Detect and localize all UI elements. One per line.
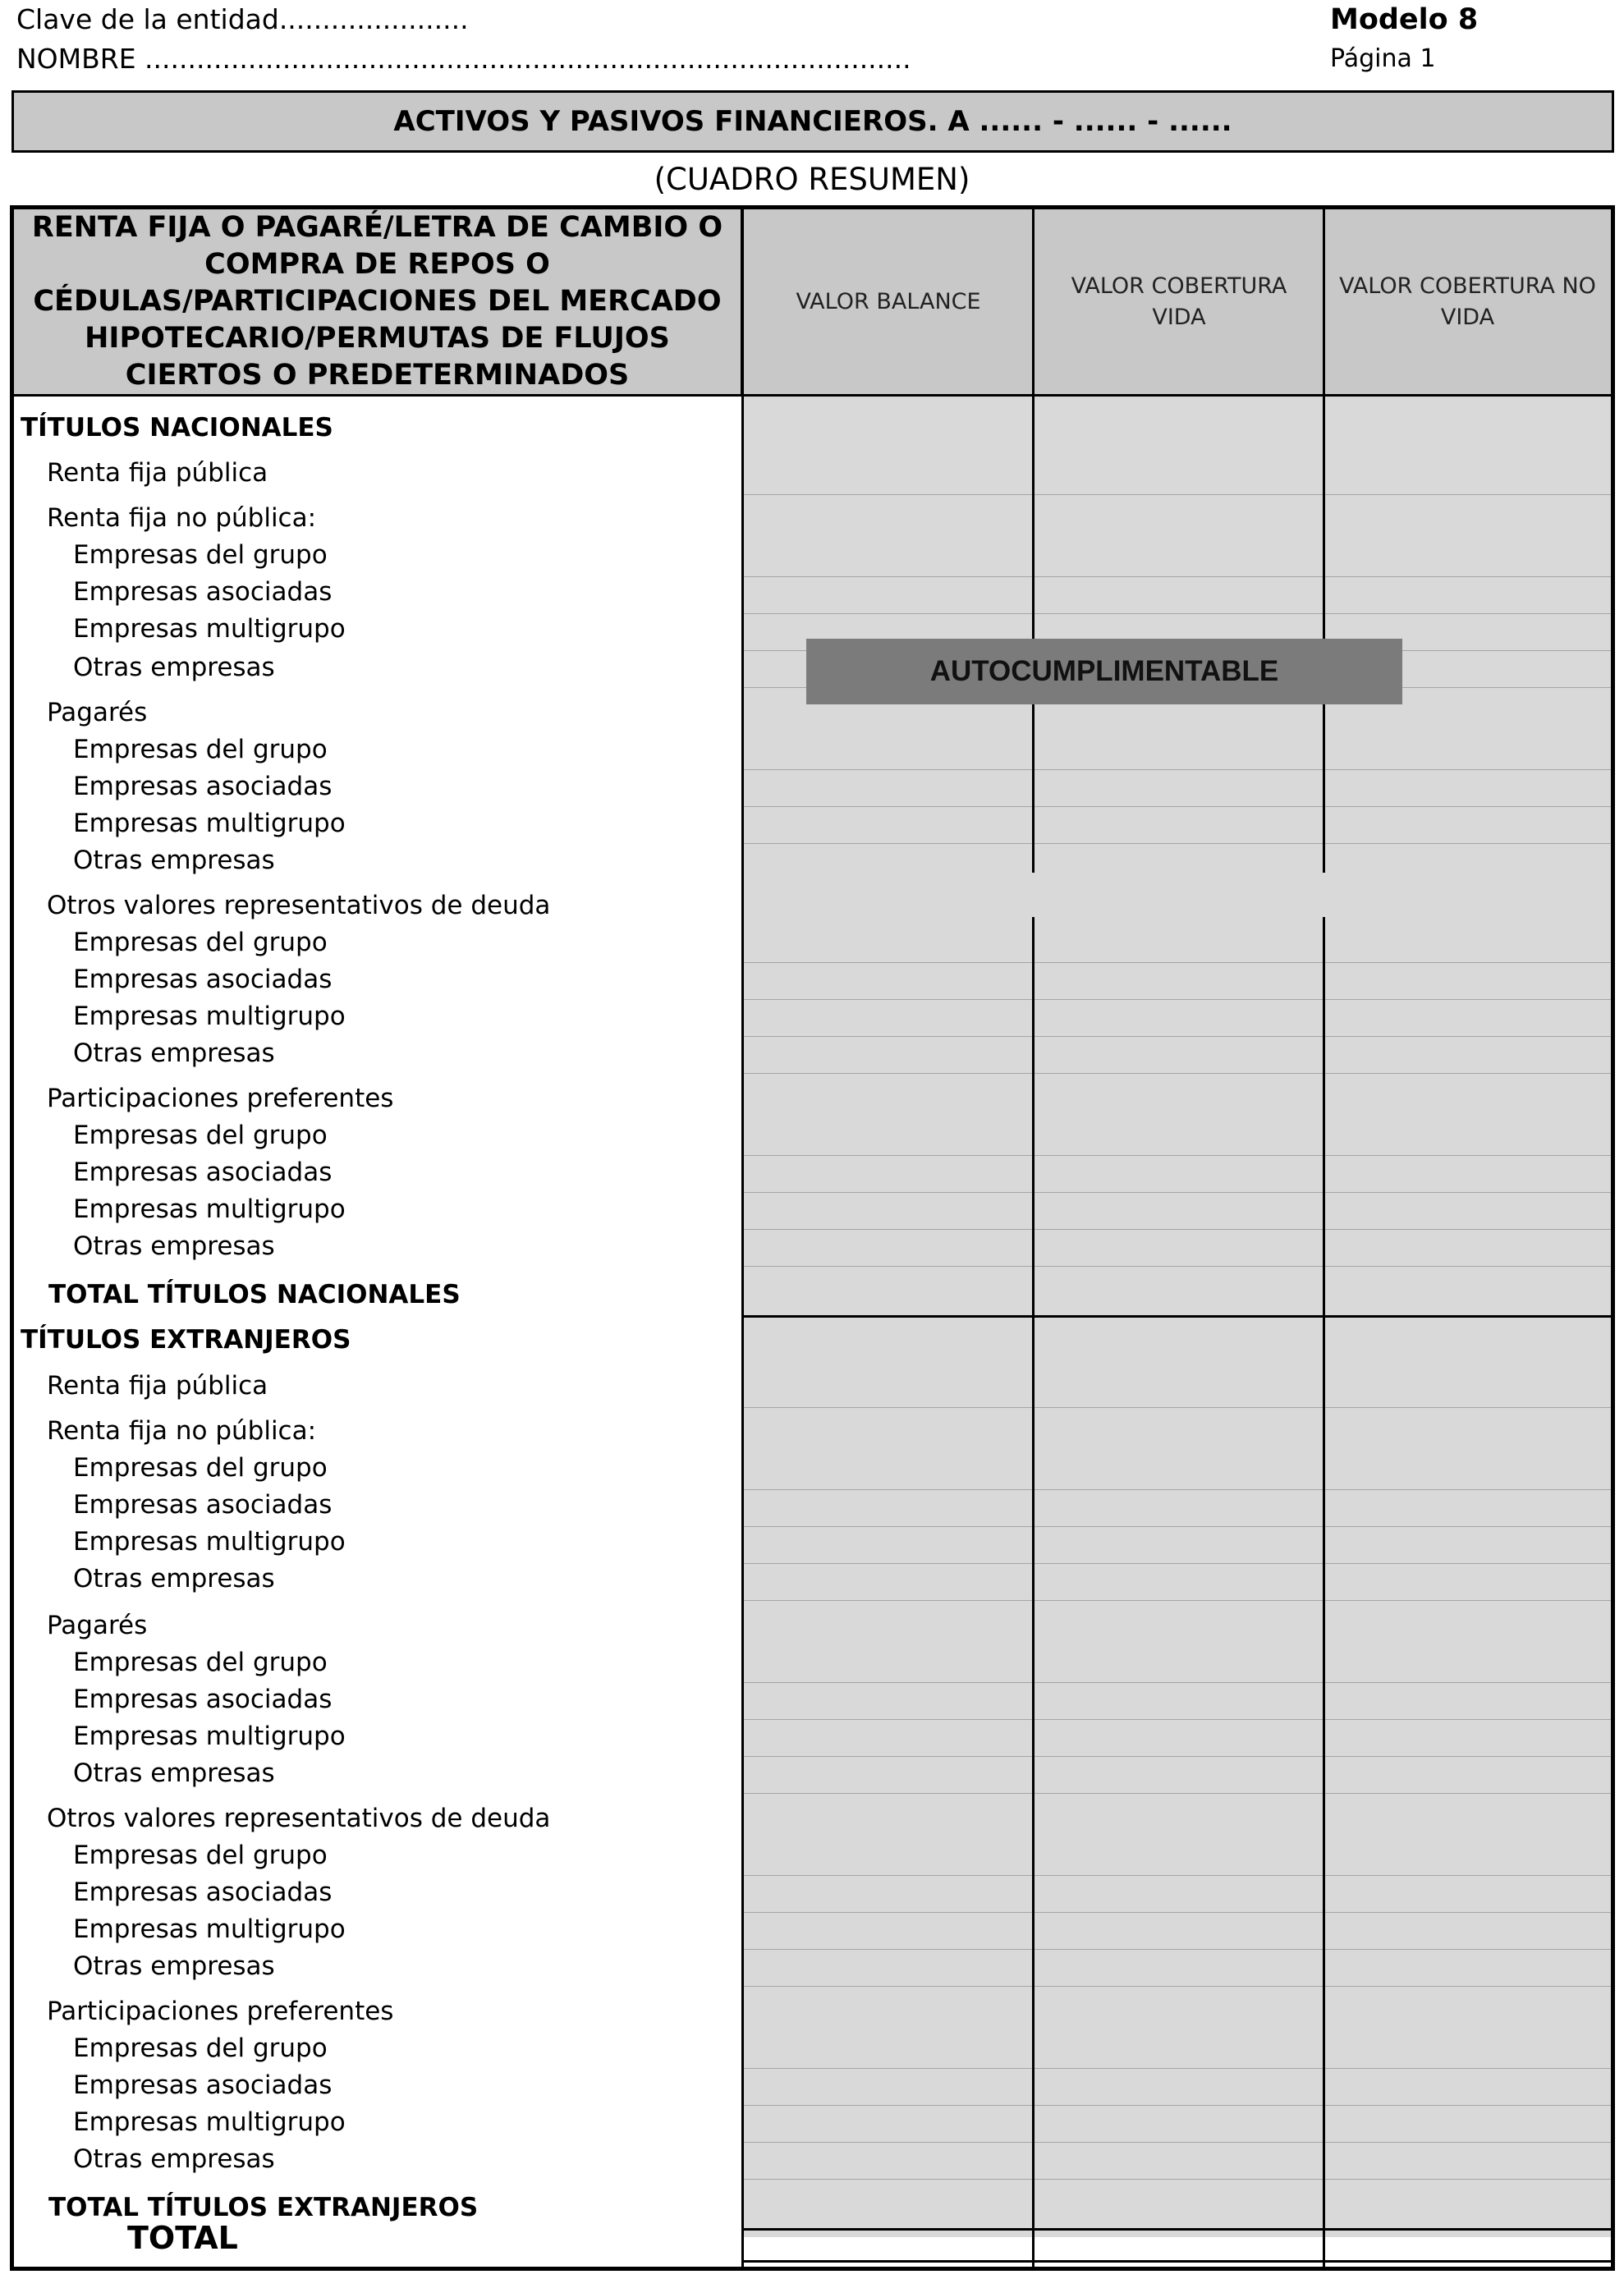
section-title-extranjeros: TÍTULOS EXTRANJEROS (21, 1325, 351, 1355)
row-divider (743, 1793, 1611, 1794)
row-divider (743, 1986, 1611, 1987)
row-divider (743, 1266, 1611, 1267)
row-label: Otras empresas (73, 653, 275, 682)
row-divider (743, 1192, 1611, 1193)
model-number: Modelo 8 (1330, 3, 1479, 36)
autocumplimentable-badge: AUTOCUMPLIMENTABLE (806, 639, 1402, 704)
row-label: Otras empresas (73, 1951, 275, 1981)
row-divider (743, 1600, 1611, 1601)
row-divider (743, 806, 1611, 807)
section-divider (743, 2228, 1611, 2231)
row-label: Empresas multigrupo (73, 1002, 346, 1031)
row-divider (743, 576, 1611, 577)
row-label: Empresas del grupo (73, 928, 328, 957)
row-label: Otras empresas (73, 1759, 275, 1788)
row-divider (743, 1719, 1611, 1720)
entity-key-field: Clave de la entidad...................... (16, 3, 469, 35)
row-divider (743, 1563, 1611, 1564)
row-label: Otras empresas (73, 846, 275, 875)
row-header-cell: RENTA FIJA O PAGARÉ/LETRA DE CAMBIO O COMPRA DE REPOS O CÉDULAS/PARTICIPACIONES DEL MERCADO HIPOTECARIO/PERMUTAS DE FLUJOS CIERTOS O PREDETERMINADOS (14, 209, 743, 397)
row-label: Empresas multigrupo (73, 1195, 346, 1224)
row-label: Empresas asociadas (73, 1490, 333, 1520)
row-label: Participaciones preferentes (47, 1997, 394, 2026)
row-label: Pagarés (47, 1611, 148, 1640)
row-divider (743, 1526, 1611, 1527)
row-label: Participaciones preferentes (47, 1084, 394, 1113)
row-divider (743, 1682, 1611, 1683)
row-label: Empresas multigrupo (73, 2107, 346, 2137)
row-label: Otras empresas (73, 1039, 275, 1068)
entity-header (16, 0, 911, 79)
column-divider (1323, 917, 1325, 2267)
row-divider (743, 962, 1611, 963)
row-label: Empresas asociadas (73, 1685, 333, 1714)
row-divider (743, 2105, 1611, 2106)
row-divider (743, 1912, 1611, 1913)
row-label: Empresas del grupo (73, 735, 328, 764)
row-label: Empresas multigrupo (73, 1914, 346, 1944)
row-label: Empresas asociadas (73, 772, 333, 801)
col-valor-balance: VALOR BALANCE (743, 209, 1034, 397)
page-number: Página 1 (1330, 44, 1436, 73)
row-label: Empresas asociadas (73, 1878, 333, 1907)
row-divider (743, 1073, 1611, 1074)
row-divider (743, 2179, 1611, 2180)
row-divider (743, 1489, 1611, 1490)
col-valor-cobertura-vida: VALOR COBERTURA VIDA (1034, 209, 1324, 397)
summary-table (10, 205, 1615, 2271)
row-label: Empresas multigrupo (73, 1722, 346, 1751)
row-label: Empresas multigrupo (73, 1527, 346, 1557)
row-label: Empresas del grupo (73, 2034, 328, 2063)
row-divider (743, 1756, 1611, 1757)
col-valor-cobertura-no-vida: VALOR COBERTURA NO VIDA (1324, 209, 1611, 397)
form-subtitle: (CUADRO RESUMEN) (654, 162, 970, 197)
entity-name-field: NOMBRE ......................................................................................... (16, 43, 911, 75)
row-label: Empresas asociadas (73, 1158, 333, 1187)
row-divider (743, 613, 1611, 614)
row-label: Renta fija no pública: (47, 1416, 317, 1446)
row-label: Empresas del grupo (73, 540, 328, 570)
row-label: Otros valores representativos de deuda (47, 1804, 551, 1833)
row-label: Empresas multigrupo (73, 614, 346, 644)
row-divider (743, 769, 1611, 770)
row-divider (743, 2068, 1611, 2069)
row-label: Empresas asociadas (73, 577, 333, 607)
row-label: Renta fija pública (47, 458, 268, 488)
column-divider (1032, 209, 1034, 873)
row-label: Otras empresas (73, 1231, 275, 1261)
row-label: Empresas asociadas (73, 965, 333, 994)
section-divider (743, 2260, 1611, 2263)
column-divider (741, 209, 744, 2267)
row-label: Renta fija pública (47, 1371, 268, 1401)
row-divider (743, 2142, 1611, 2143)
model-header (1330, 0, 1478, 79)
row-label: Otras empresas (73, 2144, 275, 2174)
row-label: Empresas asociadas (73, 2070, 333, 2100)
section-title-nacionales: TÍTULOS NACIONALES (21, 413, 333, 443)
row-divider (743, 999, 1611, 1000)
total-nacionales-label: TOTAL TÍTULOS NACIONALES (48, 1280, 461, 1309)
column-divider (1323, 209, 1325, 873)
row-divider (743, 1949, 1611, 1950)
row-label: Otros valores representativos de deuda (47, 891, 551, 920)
row-label: Empresas del grupo (73, 1841, 328, 1870)
row-divider (743, 1036, 1611, 1037)
row-divider (743, 843, 1611, 844)
section-divider (743, 1315, 1611, 1318)
row-divider (743, 1875, 1611, 1876)
row-label: Renta fija no pública: (47, 503, 317, 533)
row-label: Empresas del grupo (73, 1648, 328, 1677)
row-divider (743, 1155, 1611, 1156)
column-divider (1032, 917, 1034, 2267)
row-label: Empresas multigrupo (73, 809, 346, 838)
row-label: Empresas del grupo (73, 1453, 328, 1483)
row-label: Otras empresas (73, 1564, 275, 1593)
row-divider (743, 1229, 1611, 1230)
form-title: ACTIVOS Y PASIVOS FINANCIEROS. A ...... - ...... - ...... (11, 90, 1614, 153)
row-label: Empresas del grupo (73, 1121, 328, 1150)
total-extranjeros-label: TOTAL TÍTULOS EXTRANJEROS (48, 2193, 479, 2222)
row-label: Pagarés (47, 698, 148, 727)
grand-total-label: TOTAL (127, 2220, 238, 2256)
row-divider (743, 1407, 1611, 1408)
row-divider (743, 494, 1611, 495)
